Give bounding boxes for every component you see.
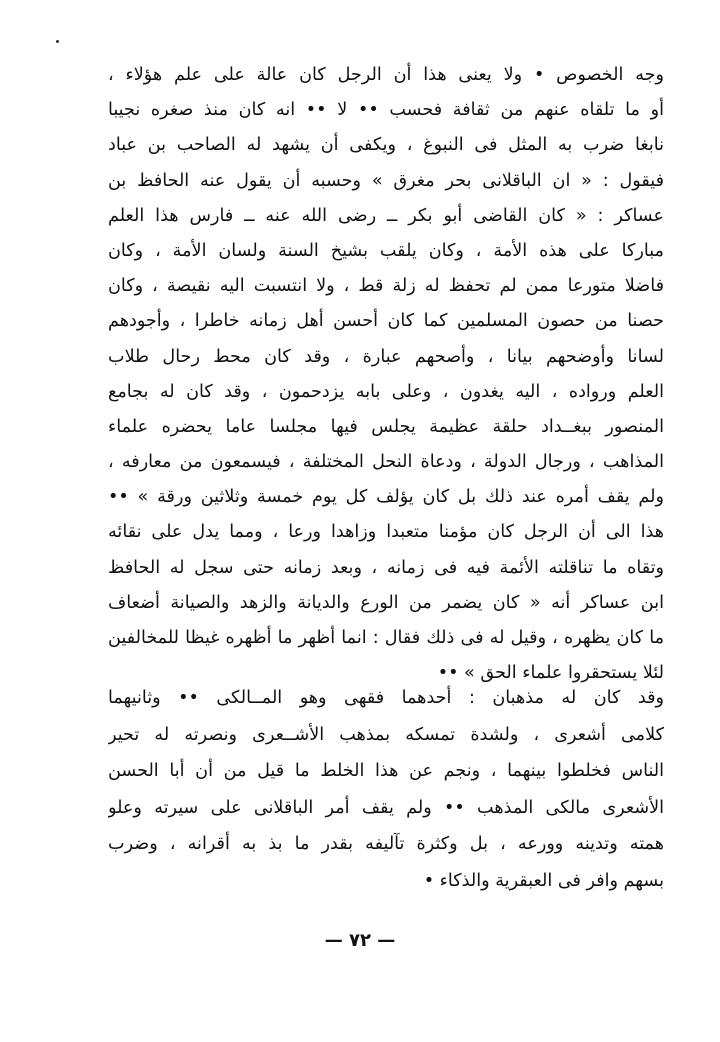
text-line: عساكر : « كان القاضى أبو بكر ــ رضى الله عنه ــ فارس هذا العلم — [108, 205, 664, 226]
paragraph-1 — [108, 58, 664, 691]
text-line: وقد كان له مذهبان : أحدهما فقهى وهو المــالكى •• وثانيهما — [108, 688, 664, 708]
text-line: المنصور ببغــداد حلقة عظيمة يجلس فيها مجلسا عاما يحضره علماء — [108, 416, 664, 437]
text-line: همته وتدينه وورعه ، بل وكثرة تآليفه بقدر ما بذ به أقرانه ، وضرب — [108, 834, 664, 854]
text-line-last: بسهم وافر فى العبقرية والذكاء • — [423, 870, 664, 891]
text-line: أو ما تلقاه عنهم من ثقافة فحسب •• لا •• انه كان منذ صغره نجيبا — [108, 100, 664, 121]
text-line: فيقول : « ان الباقلانى بحر مغرق » وحسبه أن يقول عنه الحافظ بن — [108, 170, 664, 191]
text-line: وتقاه ما تناقلته الأئمة فيه فى زمانه ، وبعد زمانه حتى سجل له الحافظ — [108, 557, 664, 578]
text-line: الناس فخلطوا بينهما ، ونجم عن هذا الخلط ما قيل من أن أبا الحسن — [108, 761, 664, 781]
text-line: الأشعرى مالكى المذهب •• ولم يقف أمر الباقلانى على سيرته وعلو — [108, 797, 664, 818]
text-line-last: لئلا يستحقروا علماء الحق » •• — [437, 663, 664, 684]
text-line: المذاهب ، ورجال الدولة ، ودعاة النحل المختلفة ، فيسمعون من معارفه ، — [108, 452, 664, 473]
text-line: هذا الى أن الرجل كان مؤمنا متعبدا وزاهدا ورعا ، ومما يدل على نقائه — [108, 522, 664, 543]
text-line: مباركا على هذه الأمة ، وكان يلقب بشيخ السنة ولسان الأمة ، وكان — [108, 240, 664, 261]
text-line: العلم ورواده ، اليه يغدون ، وعلى بابه يزدحمون ، وقد كان له بجامع — [108, 381, 664, 402]
scan-speck — [56, 40, 59, 43]
text-line: ابن عساكر أنه « كان يضمر من الورع والديانة والزهد والصيانة أضعاف — [108, 592, 664, 613]
text-line: فاضلا متورعا ممن لم تحفظ له زلة قط ، ولا انتسبت اليه نقيصة ، وكان — [108, 276, 664, 297]
paragraph-2 — [108, 680, 664, 899]
text-line: ولم يقف أمره عند ذلك بل كان يؤلف كل يوم خمسة وثلاثين ورقة » •• — [108, 487, 664, 508]
text-line: حصنا من حصون المسلمين كما كان أحسن أهل زمانه خاطرا ، وأجودهم — [108, 311, 664, 332]
text-line: لسانا وأوضحهم بيانا ، وأصحهم عبارة ، وقد كان محط رحال طلاب — [108, 346, 664, 367]
text-line: وجه الخصوص • ولا يعنى هذا أن الرجل كان عالة على علم هؤلاء ، — [108, 65, 664, 85]
text-line: نابغا ضرب به المثل فى النبوغ ، ويكفى أن يشهد له الصاحب بن عباد — [108, 135, 664, 156]
page-number: — ٧٢ — — [324, 930, 396, 951]
text-line: ما كان يظهره ، وقيل له فى ذلك فقال : انما أظهر ما أظهره غيظا للمخالفين — [108, 628, 664, 648]
text-line: كلامى أشعرى ، ولشدة تمسكه بمذهب الأشــعرى ونصرته له تحير — [108, 724, 664, 745]
